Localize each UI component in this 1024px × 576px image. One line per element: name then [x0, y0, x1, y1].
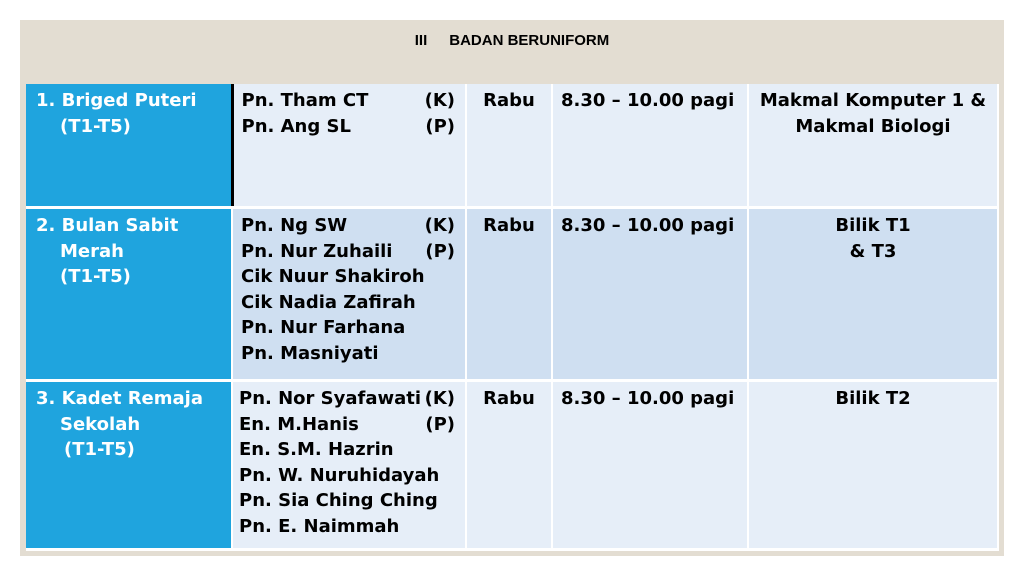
unit-forms: (T1-T5): [64, 439, 135, 460]
day-cell: Rabu: [466, 84, 552, 208]
teacher-entry: [242, 114, 458, 140]
teacher-name: En. M.Hanis: [239, 413, 359, 435]
teacher-entry: [239, 463, 457, 489]
activity-table: [26, 84, 999, 551]
place-line: Bilik T1: [835, 215, 911, 236]
unit-name: 1. Briged Puteri: [36, 90, 197, 111]
day-cell: Rabu: [466, 208, 552, 381]
teacher-entry: [241, 341, 457, 367]
place-line: & T3: [849, 240, 897, 262]
unit-cell: [26, 208, 232, 381]
teacher-name: Pn. Tham CT: [241, 90, 369, 111]
slide: [20, 20, 1004, 556]
table-row: [26, 381, 998, 550]
teacher-entry: [241, 264, 457, 290]
teacher-name: Pn. Nor Syafawati: [239, 388, 422, 409]
section-number: III: [414, 32, 428, 49]
teacher-name: Pn. W. Nuruhidayah: [239, 464, 440, 486]
teacher-entry: [241, 290, 457, 316]
teacher-entry: [239, 514, 457, 540]
teachers-cell: [232, 208, 466, 381]
unit-name-cont: Sekolah: [60, 413, 141, 435]
place-line: Makmal Biologi: [795, 115, 951, 137]
place-line: Bilik T2: [835, 388, 911, 409]
place-cell: [748, 208, 998, 381]
teacher-name: Pn. Ang SL: [241, 115, 351, 137]
place-line: Makmal Komputer 1 &: [759, 90, 987, 111]
table-row: [26, 208, 998, 381]
teacher-entry: [241, 239, 457, 265]
time-cell: 8.30 – 10.00 pagi: [552, 381, 748, 550]
unit-name-cont: Merah: [60, 240, 124, 262]
teacher-entry: [241, 213, 457, 239]
teacher-role: (K): [424, 90, 455, 111]
teacher-name: Pn. Ng SW: [241, 215, 348, 236]
teacher-role: (P): [425, 115, 455, 137]
teacher-entry: [241, 315, 457, 341]
time-cell: 8.30 – 10.00 pagi: [552, 84, 748, 208]
teacher-name: Cik Nadia Zafirah: [241, 291, 416, 313]
teacher-name: En. S.M. Hazrin: [239, 439, 394, 460]
teacher-entry: [239, 488, 457, 514]
place-cell: [748, 381, 998, 550]
teacher-name: Pn. Masniyati: [241, 342, 379, 364]
teacher-role: (P): [425, 413, 455, 435]
teacher-name: Pn. Sia Ching Ching: [239, 490, 438, 511]
teacher-entry: [239, 386, 457, 412]
place-cell: [748, 84, 998, 208]
unit-cell: [26, 381, 232, 550]
teacher-role: (P): [425, 240, 455, 262]
teachers-cell: [232, 381, 466, 550]
unit-cell: [26, 84, 232, 208]
teacher-name: Pn. E. Naimmah: [239, 515, 400, 537]
teacher-name: Cik Nuur Shakiroh: [241, 266, 425, 287]
teacher-role: (K): [424, 388, 455, 409]
section-title: BADAN BERUNIFORM: [449, 32, 610, 49]
time-cell: 8.30 – 10.00 pagi: [552, 208, 748, 381]
teachers-cell: [232, 84, 466, 208]
teacher-name: Pn. Nur Farhana: [241, 317, 406, 338]
table-row: [26, 84, 998, 208]
teacher-entry: [239, 437, 457, 463]
teacher-name: Pn. Nur Zuhaili: [241, 240, 393, 262]
teacher-entry: [239, 412, 457, 438]
unit-forms: (T1-T5): [60, 266, 131, 287]
teacher-role: (K): [424, 215, 455, 236]
unit-forms: (T1-T5): [60, 115, 131, 137]
unit-name: 2. Bulan Sabit: [36, 215, 179, 236]
day-cell: Rabu: [466, 381, 552, 550]
teacher-entry: [242, 88, 458, 114]
section-heading: [20, 32, 1004, 49]
unit-name: 3. Kadet Remaja: [36, 388, 203, 409]
